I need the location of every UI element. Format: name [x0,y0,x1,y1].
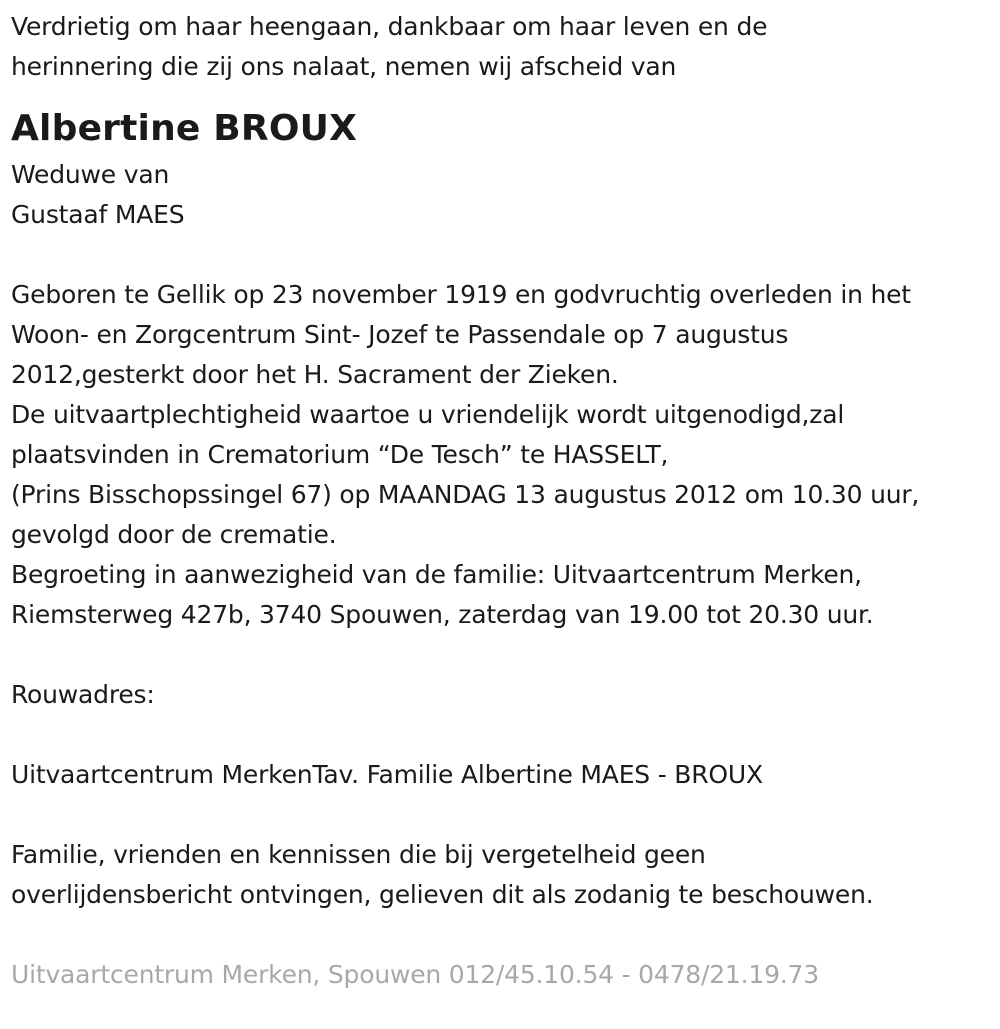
mourning-address-label: Rouwadres: [11,680,155,709]
funeral-home-footer: Uitvaartcentrum Merken, Spouwen 012/45.10.54 - 0478/21.19.73 [11,960,819,989]
widow-of-label: Weduwe van [11,160,170,189]
widow-of [11,155,986,235]
details-line: Riemsterweg 427b, 3740 Spouwen, zaterdag van 19.00 tot 20.30 uur. [11,600,874,629]
spacer [11,635,986,675]
intro-line: herinnering die zij ons nalaat, nemen wij afscheid van [11,52,677,81]
closing-text [11,835,986,915]
spouse-name: Gustaaf MAES [11,200,185,229]
closing-line: Familie, vrienden en kennissen die bij vergetelheid geen [11,840,706,869]
deceased-name: Albertine BROUX [11,108,358,149]
details-line: gevolgd door de crematie. [11,520,337,549]
intro-text [11,7,986,87]
details-line: (Prins Bisschopssingel 67) op MAANDAG 13 augustus 2012 om 10.30 uur, [11,480,920,509]
mourning-address: Uitvaartcentrum MerkenTav. Familie Albertine MAES - BROUX [11,760,763,789]
spacer [11,915,986,955]
spacer [11,795,986,835]
details-line: Begroeting in aanwezigheid van de familie: Uitvaartcentrum Merken, [11,560,862,589]
intro-line: Verdrietig om haar heengaan, dankbaar om haar leven en de [11,12,768,41]
obituary-notice [11,7,986,995]
details-line: Woon- en Zorgcentrum Sint- Jozef te Passendale op 7 augustus [11,320,789,349]
details-line: De uitvaartplechtigheid waartoe u vriendelijk wordt uitgenodigd,zal [11,400,845,429]
closing-line: overlijdensbericht ontvingen, gelieven dit als zodanig te beschouwen. [11,880,874,909]
details-line: Geboren te Gellik op 23 november 1919 en godvruchtig overleden in het [11,280,911,309]
details-line: plaatsvinden in Crematorium “De Tesch” te HASSELT, [11,440,669,469]
details-text [11,275,986,635]
details-line: 2012,gesterkt door het H. Sacrament der Zieken. [11,360,619,389]
spacer [11,715,986,755]
spacer [11,235,986,275]
